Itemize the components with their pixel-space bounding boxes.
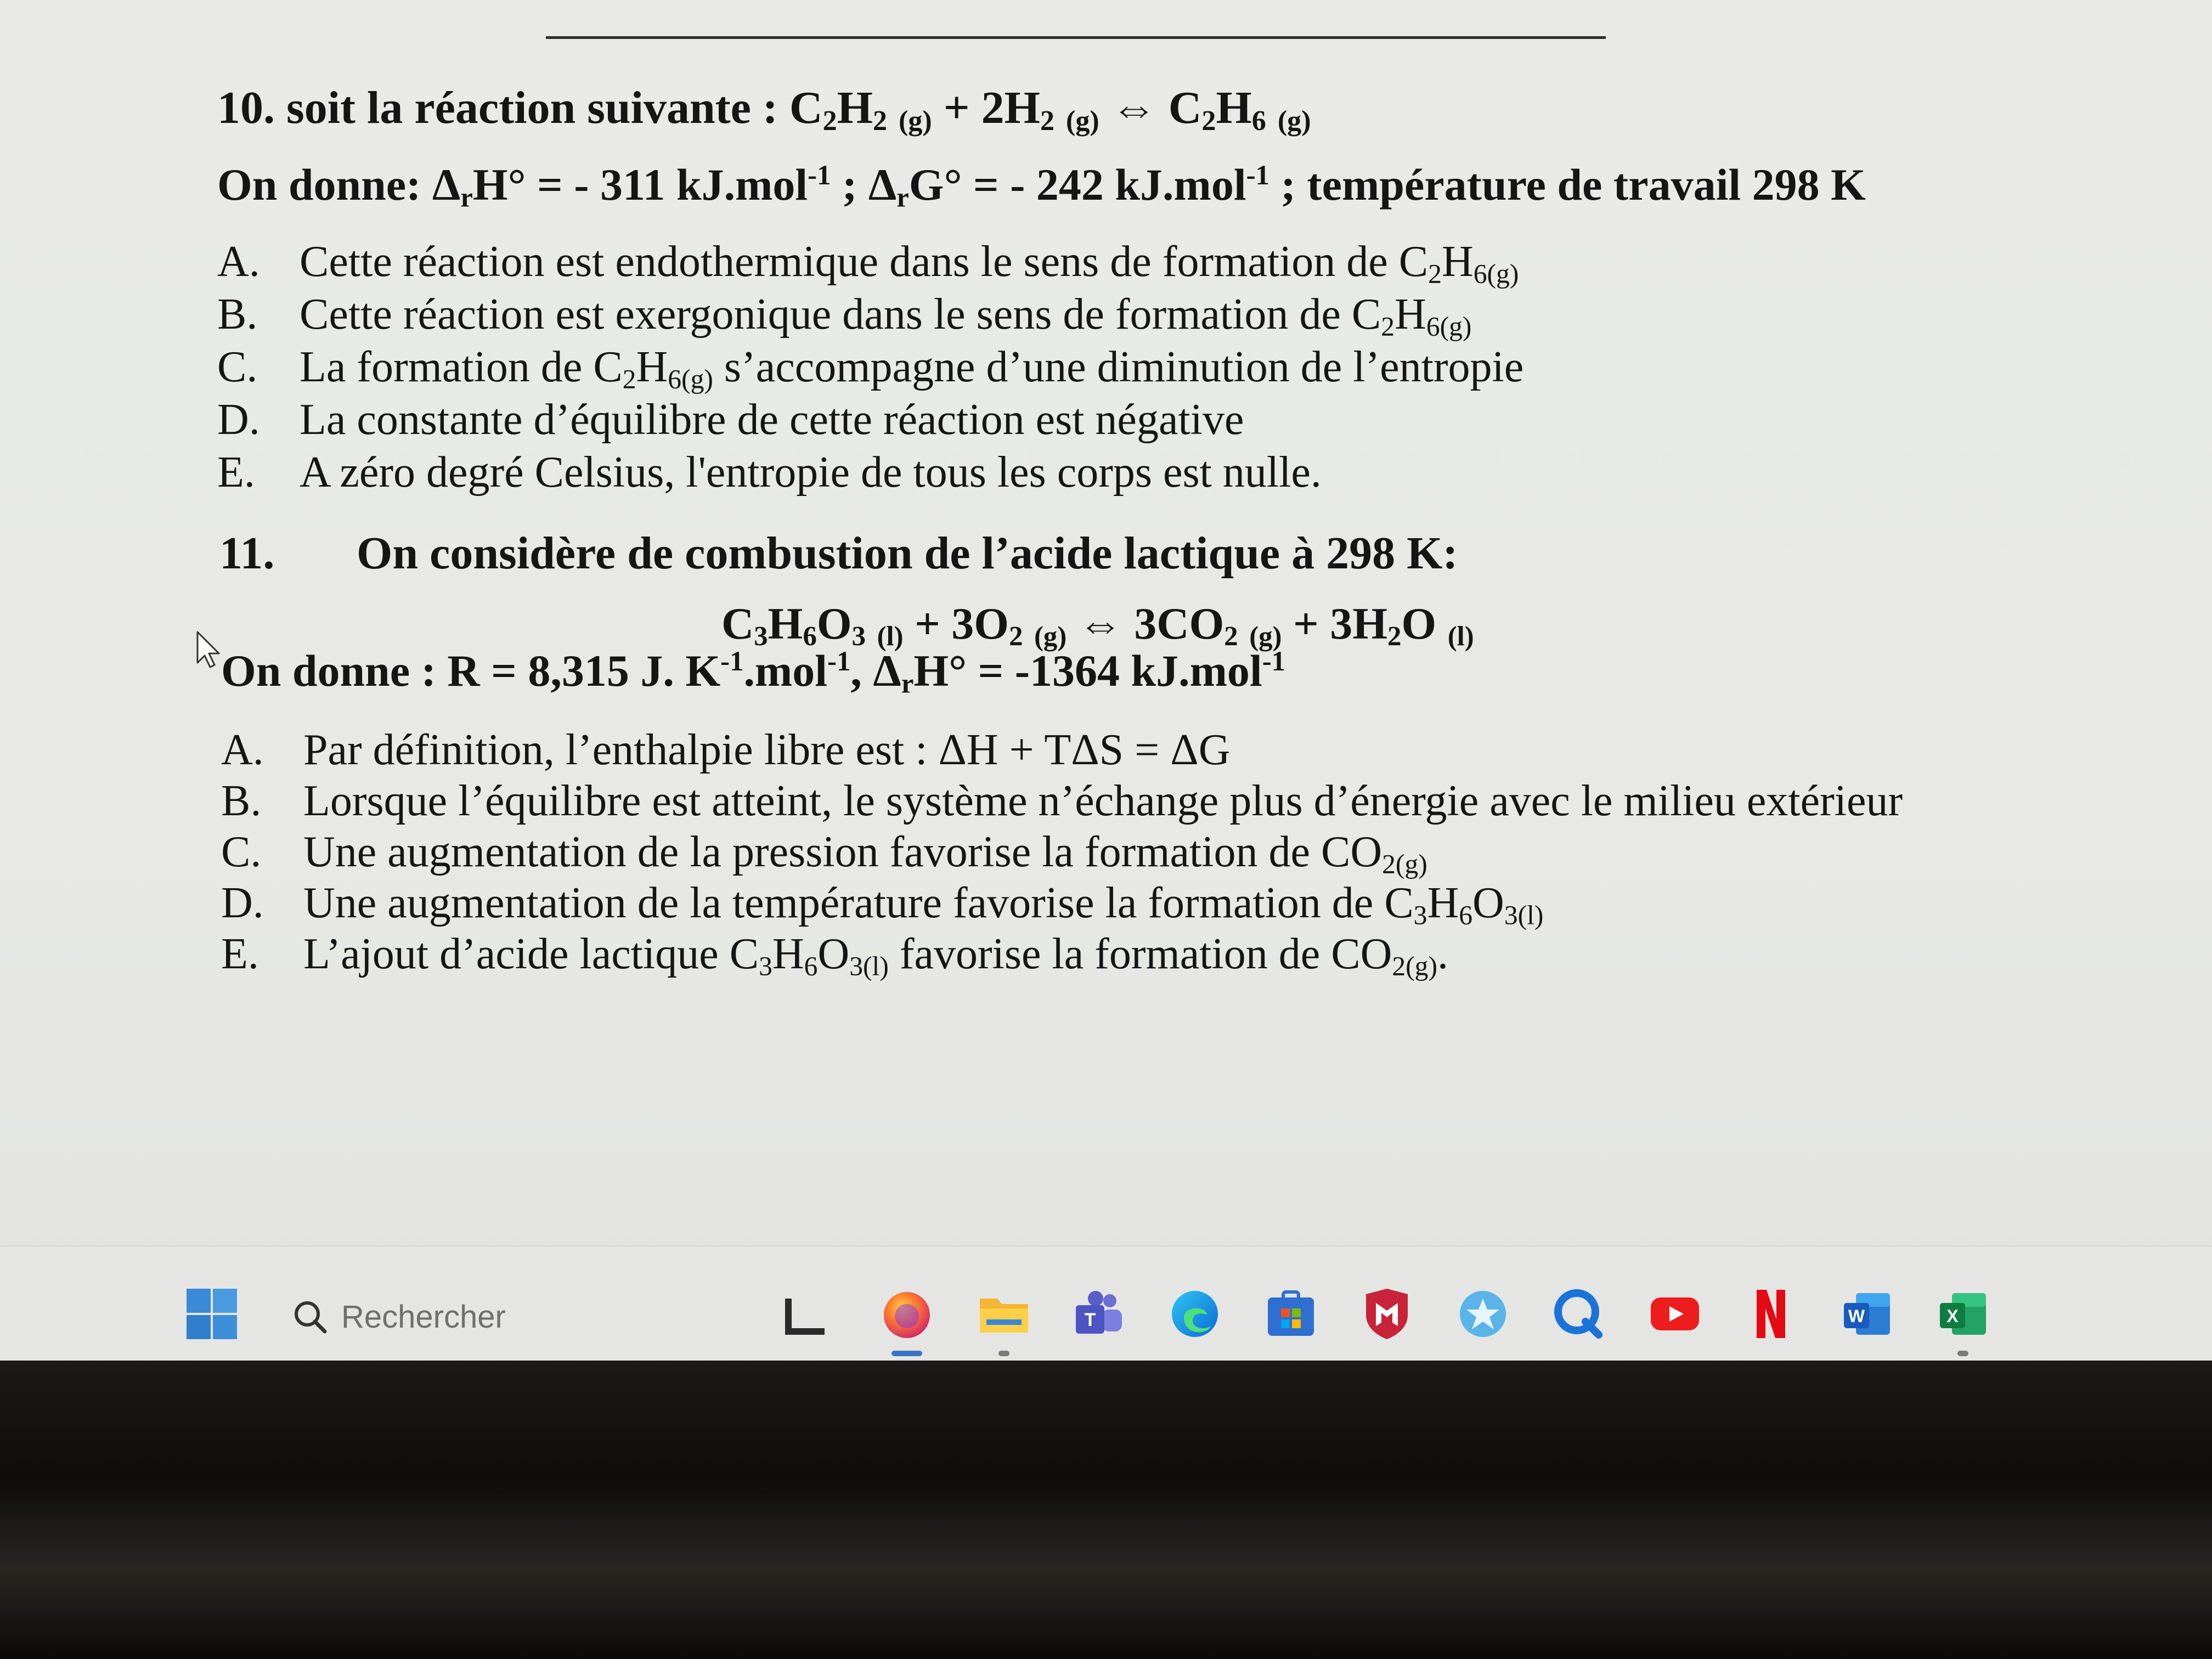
q10-option-c: C. La formation de $C_2H_{6(g)}$ s’accompagne d’une diminution de l’entropie: [217, 343, 1524, 394]
excel-indicator: [1957, 1351, 1968, 1356]
q11-option-c: C. Une augmentation de la pression favorise la formation de $CO_{2(g)}$: [221, 828, 1427, 879]
q11-number: 11.: [219, 528, 275, 579]
file-explorer-icon[interactable]: [977, 1286, 1031, 1341]
q11-option-d: D. Une augmentation de la température favorise la formation de $C_3H_6O_{3(l)}$: [221, 879, 1544, 930]
svg-text:T: T: [1084, 1310, 1096, 1330]
q10-title: [217, 81, 1311, 137]
q11-option-b: B. Lorsque l’équilibre est atteint, le système n’échange plus d’énergie avec le milieu extérieur: [221, 777, 1903, 825]
q10-intro: soit la réaction suivante :: [286, 82, 778, 133]
q11-reaction: $C_3H_6O_3$ $_{(l)} + 3O_2$ $_{(g)}$ ⇔ $3CO_2$ $_{(g)} + 3H_2O$ $_{(l)}$: [721, 599, 1474, 652]
q10-reaction: $C_2H_2$ $_{(g)} + 2H_2$ $_{(g)}$ ⇔ $C_2H_6$ $_{(g)}$: [789, 82, 1311, 137]
q10-option-e: E. A zéro degré Celsius, l'entropie de tous les corps est nulle.: [217, 448, 1322, 496]
q10-given: On donne: $\Delta_rH^\circ$ = - 311 kJ.mol$^{-1}$ ; $\Delta_rG^\circ$ = - 242 kJ.mol$^{-1}$ ; température de travail 298 K: [217, 160, 1866, 213]
file-explorer-indicator: [998, 1351, 1009, 1356]
netflix-icon[interactable]: [1743, 1286, 1798, 1341]
windows-start-icon[interactable]: [184, 1286, 239, 1341]
q11-intro: On considère de combustion de l’acide lactique à 298 K:: [357, 528, 1458, 579]
q10-option-a: A. Cette réaction est endothermique dans le sens de formation de $C_2H_{6(g)}$: [217, 238, 1519, 289]
q10-number: 10.: [217, 82, 275, 133]
firefox-active-indicator: [891, 1351, 922, 1356]
q11-option-a: A. Par définition, l’enthalpie libre est : ΔH + TΔS = ΔG: [221, 726, 1231, 774]
firefox-icon[interactable]: [879, 1286, 934, 1341]
edge-icon[interactable]: [1167, 1286, 1222, 1341]
q11-given: On donne : R = 8,315 J. $K^{-1}.mol^{-1}$, $\Delta_rH^\circ = -1364$ kJ.mol$^{-1}$: [221, 646, 1286, 699]
svg-text:X: X: [1946, 1306, 1959, 1326]
svg-text:W: W: [1848, 1306, 1865, 1326]
q10-given-label: On donne:: [217, 160, 421, 210]
search-icon: [291, 1297, 329, 1336]
taskbar-search[interactable]: [291, 1292, 506, 1341]
q11-option-e: E. L’ajout d’acide lactique $C_3H_6O_{3(l)}$ favorise la formation de $CO_{2(g)}$.: [221, 930, 1448, 981]
task-view-icon[interactable]: [777, 1286, 832, 1341]
teams-icon[interactable]: [1071, 1286, 1126, 1341]
excel-icon[interactable]: [1936, 1286, 1990, 1341]
mouse-cursor-icon: [195, 630, 222, 669]
q10-option-d: D. La constante d’équilibre de cette réaction est négative: [217, 396, 1244, 444]
search-placeholder: Rechercher: [341, 1299, 506, 1335]
app-star-icon[interactable]: [1455, 1286, 1510, 1341]
q11-title: [219, 527, 1458, 580]
quick-assist-icon[interactable]: [1551, 1286, 1606, 1341]
monitor-bezel: [0, 1361, 2212, 1659]
q10-option-b: B. Cette réaction est exergonique dans le sens de formation de $C_2H_{6(g)}$: [217, 290, 1472, 342]
word-icon[interactable]: [1839, 1286, 1894, 1341]
youtube-icon[interactable]: [1647, 1286, 1702, 1341]
mcafee-icon[interactable]: [1359, 1286, 1414, 1341]
microsoft-store-icon[interactable]: [1263, 1286, 1318, 1341]
